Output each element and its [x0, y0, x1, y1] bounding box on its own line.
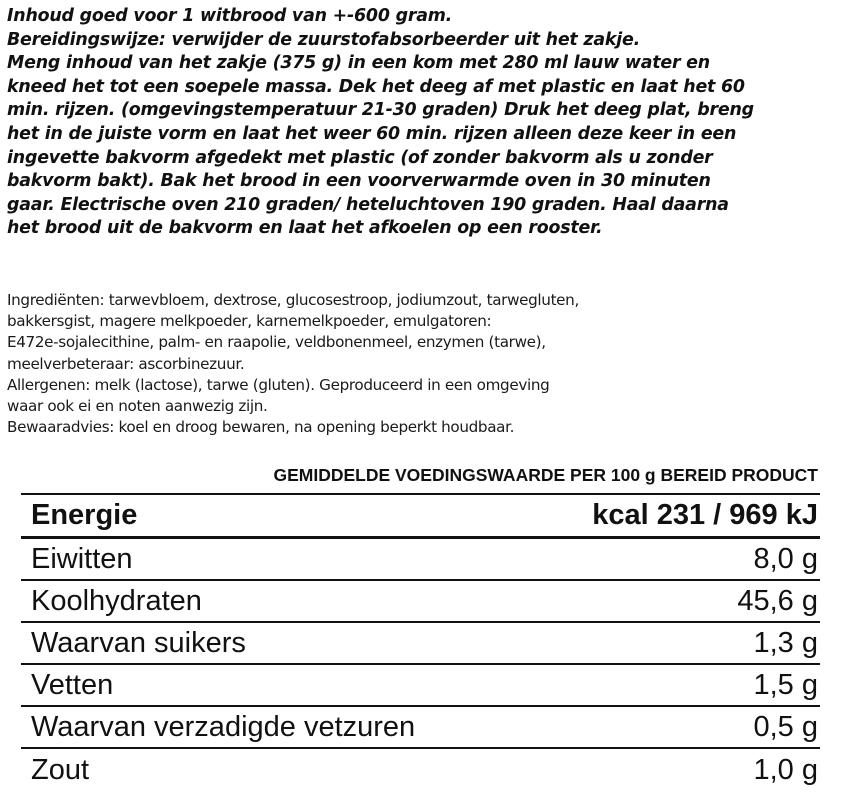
nutrient-value: 1,0 g: [753, 753, 818, 786]
table-row-koolhydraten: [21, 581, 820, 623]
ingredients-line: meelverbeteraar: ascorbinezuur.: [7, 354, 245, 373]
nutrition-table: [21, 493, 820, 791]
preparation-instructions: [7, 5, 837, 241]
nutrient-label: Waarvan suikers: [31, 626, 246, 659]
table-row-energie: [21, 495, 820, 539]
instruction-line: kneed het tot een soepele massa. Dek het deeg af met plastic en laat het 60: [7, 76, 745, 97]
nutrient-label: Zout: [31, 753, 90, 786]
nutrient-value: kcal 231 / 969 kJ: [592, 499, 818, 531]
ingredients-line: E472e-sojalecithine, palm- en raapolie, veldbonenmeel, enzymen (tarwe),: [7, 333, 546, 352]
instruction-line: Inhoud goed voor 1 witbrood van +-600 gram.: [7, 6, 453, 26]
nutrient-label: Koolhydraten: [31, 584, 202, 617]
table-row-verzadigde-vetzuren: [21, 707, 820, 749]
nutrient-label: Waarvan verzadigde vetzuren: [31, 710, 416, 743]
instruction-line: Meng inhoud van het zakje (375 g) in een kom met 280 ml lauw water en: [7, 53, 710, 74]
instruction-line: bakvorm bakt). Bak het brood in een voorverwarmde oven in 30 minuten: [7, 171, 711, 192]
instruction-line: het in de juiste vorm en laat het weer 60 min. rijzen alleen deze keer in een: [7, 123, 737, 144]
ingredients-line: bakkersgist, magere melkpoeder, karnemelkpoeder, emulgatoren:: [7, 312, 492, 331]
nutrition-table-title: GEMIDDELDE VOEDINGSWAARDE PER 100 g BEREID PRODUCT: [273, 465, 818, 485]
nutrient-value: 0,5 g: [753, 710, 818, 743]
storage-advice-line: Bewaaradvies: koel en droog bewaren, na opening beperkt houdbaar.: [7, 418, 515, 437]
instruction-line: het brood uit de bakvorm en laat het afkoelen op een rooster.: [7, 218, 603, 239]
table-row-vetten: [21, 665, 820, 707]
nutrient-label: Eiwitten: [31, 542, 133, 575]
nutrient-value: 1,5 g: [753, 668, 818, 701]
instruction-line: Bereidingswijze: verwijder de zuurstofabsorbeerder uit het zakje.: [7, 29, 640, 50]
table-row-suikers: [21, 623, 820, 665]
nutrient-value: 8,0 g: [753, 542, 818, 575]
instruction-line: min. rijzen. (omgevingstemperatuur 21-30 graden) Druk het deeg plat, breng: [7, 100, 754, 121]
allergens-line: waar ook ei en noten aanwezig zijn.: [7, 397, 268, 416]
nutrient-label: Energie: [31, 499, 138, 531]
nutrient-value: 1,3 g: [753, 626, 818, 659]
instruction-line: ingevette bakvorm afgedekt met plastic (of zonder bakvorm als u zonder: [7, 147, 713, 168]
nutrient-label: Vetten: [31, 668, 114, 701]
ingredients-line: Ingrediënten: tarwevbloem, dextrose, glucosestroop, jodiumzout, tarwegluten,: [7, 291, 579, 309]
allergens-line: Allergenen: melk (lactose), tarwe (gluten). Geproduceerd in een omgeving: [7, 375, 550, 394]
instruction-line: gaar. Electrische oven 210 graden/ heteluchtoven 190 graden. Haal daarna: [7, 194, 729, 215]
ingredients-block: [7, 290, 807, 438]
table-row-zout: [21, 749, 820, 791]
nutrient-value: 45,6 g: [737, 584, 818, 617]
table-row-eiwitten: [21, 539, 820, 581]
